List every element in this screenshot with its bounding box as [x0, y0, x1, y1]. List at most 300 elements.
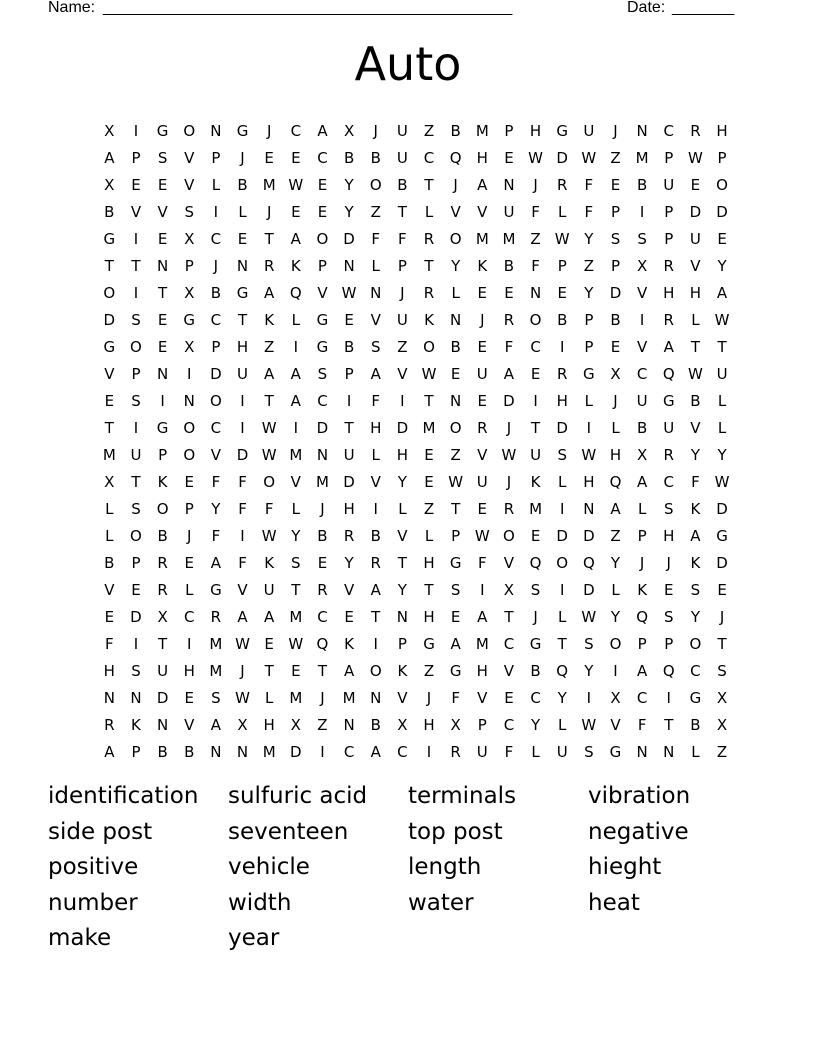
- grid-letter: J: [666, 554, 671, 572]
- grid-letter: D: [156, 689, 169, 707]
- grid-letter: E: [264, 149, 274, 167]
- grid-letter: P: [637, 527, 647, 545]
- grid-letter: X: [343, 122, 355, 140]
- grid-letter: B: [636, 419, 648, 437]
- grid-letter: C: [503, 716, 515, 734]
- grid-letter: K: [264, 311, 275, 329]
- grid-letter: E: [291, 149, 301, 167]
- grid-letter: O: [263, 473, 276, 491]
- grid-letter: L: [451, 284, 460, 302]
- grid-letter: B: [397, 176, 408, 194]
- grid-letter: L: [531, 743, 540, 761]
- grid-letter: P: [184, 257, 194, 275]
- grid-letter: I: [346, 392, 352, 410]
- grid-letter: B: [343, 149, 355, 167]
- grid-letter: W: [261, 527, 277, 545]
- letter-grid: [96, 124, 736, 772]
- grid-letter: U: [476, 365, 488, 383]
- word-bank-item: number: [48, 889, 138, 916]
- grid-letter: J: [613, 392, 618, 410]
- grid-letter: T: [104, 419, 114, 437]
- grid-letter: C: [290, 122, 302, 140]
- grid-letter: I: [559, 581, 565, 599]
- grid-letter: J: [240, 149, 245, 167]
- grid-letter: D: [556, 419, 568, 437]
- grid-letter: A: [290, 392, 301, 410]
- grid-letter: H: [583, 473, 595, 491]
- word-bank-item: hieght: [588, 854, 662, 881]
- grid-letter: Y: [690, 608, 700, 626]
- grid-letter: H: [556, 392, 568, 410]
- grid-letter: R: [343, 527, 355, 545]
- grid-letter: N: [156, 716, 169, 734]
- grid-letter: D: [716, 554, 728, 572]
- grid-letter: L: [717, 419, 727, 437]
- grid-letter: V: [184, 176, 195, 194]
- grid-letter: O: [369, 176, 382, 194]
- grid-letter: I: [133, 419, 139, 437]
- grid-letter: T: [317, 662, 328, 680]
- grid-letter: H: [343, 500, 355, 518]
- grid-letter: D: [396, 419, 409, 437]
- grid-letter: U: [663, 419, 675, 437]
- grid-letter: A: [104, 149, 115, 167]
- grid-letter: P: [717, 149, 727, 167]
- grid-letter: P: [211, 149, 221, 167]
- grid-letter: E: [530, 527, 541, 545]
- grid-letter: L: [105, 527, 114, 545]
- grid-letter: T: [690, 338, 700, 356]
- grid-letter: I: [559, 500, 565, 518]
- grid-letter: T: [451, 500, 461, 518]
- grid-letter: W: [687, 149, 703, 167]
- word-bank-item: side post: [48, 818, 153, 845]
- grid-letter: X: [636, 446, 648, 464]
- grid-letter: E: [264, 635, 274, 653]
- grid-letter: E: [184, 554, 194, 572]
- grid-letter: E: [530, 365, 541, 383]
- grid-letter: P: [477, 716, 487, 734]
- grid-letter: N: [210, 743, 222, 761]
- grid-letter: A: [503, 365, 515, 383]
- grid-letter: T: [237, 311, 248, 329]
- grid-letter: G: [156, 419, 169, 437]
- grid-letter: N: [316, 446, 329, 464]
- grid-letter: N: [236, 257, 249, 275]
- grid-letter: D: [210, 365, 222, 383]
- grid-letter: A: [317, 122, 328, 140]
- grid-letter: U: [157, 662, 169, 680]
- grid-letter: L: [558, 608, 567, 626]
- grid-letter: E: [664, 581, 674, 599]
- word-bank-item: vibration: [588, 783, 691, 809]
- grid-letter: E: [104, 608, 115, 626]
- grid-letter: D: [343, 230, 355, 248]
- grid-letter: D: [103, 311, 116, 329]
- grid-letter: R: [663, 257, 674, 275]
- grid-letter: B: [157, 743, 168, 761]
- grid-letter: Z: [370, 203, 381, 221]
- grid-letter: M: [209, 635, 223, 653]
- grid-letter: N: [156, 365, 169, 383]
- word-bank-item: vehicle: [228, 854, 310, 881]
- word-bank: [48, 780, 768, 958]
- grid-letter: A: [290, 365, 301, 383]
- grid-letter: V: [397, 365, 408, 383]
- grid-letter: E: [237, 230, 248, 248]
- grid-letter: F: [584, 203, 594, 221]
- grid-letter: Z: [716, 743, 728, 761]
- grid-letter: U: [689, 230, 701, 248]
- grid-letter: A: [210, 716, 222, 734]
- grid-letter: N: [583, 500, 595, 518]
- grid-letter: Q: [529, 554, 542, 572]
- grid-letter: V: [130, 203, 142, 221]
- grid-row: [96, 340, 736, 367]
- grid-letter: P: [158, 446, 168, 464]
- grid-letter: L: [105, 500, 114, 518]
- grid-letter: N: [529, 284, 542, 302]
- grid-letter: X: [104, 176, 115, 194]
- grid-letter: P: [397, 257, 407, 275]
- grid-letter: T: [158, 284, 168, 302]
- grid-letter: G: [236, 122, 249, 140]
- grid-letter: M: [475, 122, 489, 140]
- grid-letter: H: [476, 662, 488, 680]
- grid-letter: J: [213, 257, 219, 275]
- grid-letter: T: [424, 176, 434, 194]
- grid-letter: B: [317, 527, 328, 545]
- grid-letter: T: [557, 635, 567, 653]
- grid-letter: I: [160, 392, 165, 410]
- grid-letter: E: [610, 338, 621, 356]
- grid-letter: Z: [610, 149, 621, 167]
- grid-letter: U: [636, 392, 648, 410]
- grid-letter: F: [211, 473, 221, 491]
- grid-letter: B: [237, 176, 248, 194]
- grid-row: [96, 259, 736, 286]
- grid-letter: G: [529, 635, 542, 653]
- grid-letter: R: [157, 581, 168, 599]
- grid-letter: I: [400, 392, 405, 410]
- grid-letter: B: [370, 716, 381, 734]
- grid-letter: I: [426, 743, 432, 761]
- grid-letter: S: [317, 365, 328, 383]
- grid-letter: V: [317, 284, 328, 302]
- grid-letter: C: [530, 689, 541, 707]
- grid-letter: R: [423, 284, 435, 302]
- grid-letter: K: [637, 581, 648, 599]
- grid-row: [96, 367, 736, 394]
- grid-letter: F: [691, 473, 700, 491]
- grid-letter: Y: [397, 581, 407, 599]
- grid-letter: V: [290, 473, 301, 491]
- grid-letter: V: [104, 365, 115, 383]
- grid-letter: Y: [717, 446, 727, 464]
- grid-letter: W: [714, 311, 730, 329]
- grid-row: [96, 394, 736, 421]
- grid-letter: L: [691, 311, 700, 329]
- grid-letter: G: [103, 338, 116, 356]
- grid-letter: P: [610, 257, 621, 275]
- grid-letter: J: [506, 473, 512, 491]
- grid-letter: O: [130, 527, 142, 545]
- grid-letter: M: [209, 662, 223, 680]
- grid-letter: Y: [344, 203, 354, 221]
- grid-letter: F: [531, 203, 540, 221]
- grid-letter: T: [291, 581, 301, 599]
- grid-letter: R: [503, 311, 515, 329]
- grid-letter: X: [184, 230, 195, 248]
- grid-letter: O: [183, 419, 196, 437]
- grid-letter: E: [157, 311, 168, 329]
- grid-letter: D: [716, 500, 728, 518]
- grid-letter: E: [131, 581, 141, 599]
- grid-letter: Z: [530, 230, 541, 248]
- grid-letter: T: [264, 392, 274, 410]
- grid-letter: S: [690, 581, 701, 599]
- grid-letter: B: [690, 392, 701, 410]
- grid-letter: E: [157, 338, 168, 356]
- grid-letter: V: [157, 203, 168, 221]
- grid-letter: L: [558, 716, 567, 734]
- grid-letter: E: [610, 176, 621, 194]
- grid-letter: E: [717, 230, 727, 248]
- grid-letter: V: [477, 689, 488, 707]
- grid-letter: W: [687, 365, 703, 383]
- grid-row: [96, 691, 736, 718]
- grid-letter: Q: [449, 149, 462, 167]
- grid-letter: T: [424, 257, 434, 275]
- grid-letter: H: [716, 122, 728, 140]
- grid-letter: L: [185, 581, 194, 599]
- grid-letter: U: [476, 473, 488, 491]
- word-bank-item: seventeen: [228, 818, 349, 845]
- grid-letter: E: [557, 284, 567, 302]
- grid-letter: L: [717, 392, 727, 410]
- grid-letter: E: [504, 284, 514, 302]
- grid-letter: V: [343, 581, 355, 599]
- grid-letter: L: [371, 446, 380, 464]
- grid-letter: E: [317, 176, 328, 194]
- grid-letter: P: [131, 554, 141, 572]
- grid-letter: B: [104, 554, 115, 572]
- grid-letter: G: [103, 230, 116, 248]
- grid-letter: N: [396, 608, 408, 626]
- grid-letter: E: [157, 176, 168, 194]
- grid-letter: N: [156, 257, 169, 275]
- word-bank-item: top post: [408, 818, 503, 845]
- grid-letter: K: [690, 554, 701, 572]
- grid-letter: B: [610, 311, 621, 329]
- grid-letter: P: [184, 500, 194, 518]
- grid-letter: E: [291, 203, 301, 221]
- grid-letter: W: [581, 716, 597, 734]
- word-bank-item: terminals: [408, 783, 517, 809]
- grid-letter: F: [105, 635, 114, 653]
- grid-letter: Y: [344, 176, 354, 194]
- grid-letter: K: [397, 662, 408, 680]
- grid-letter: H: [529, 122, 542, 140]
- grid-letter: I: [240, 419, 245, 437]
- grid-letter: B: [343, 338, 355, 356]
- grid-letter: Q: [556, 662, 569, 680]
- word-bank-row: [48, 780, 768, 816]
- grid-letter: G: [689, 689, 702, 707]
- grid-letter: E: [424, 446, 434, 464]
- grid-letter: F: [371, 392, 381, 410]
- grid-letter: P: [664, 230, 674, 248]
- grid-letter: H: [236, 338, 249, 356]
- grid-row: [96, 583, 736, 610]
- name-blank-line: ______________________________________________: [103, 0, 513, 16]
- grid-letter: V: [397, 689, 408, 707]
- grid-letter: X: [636, 257, 648, 275]
- grid-letter: P: [344, 365, 354, 383]
- grid-letter: F: [238, 473, 247, 491]
- name-label: Name:: [48, 0, 96, 16]
- grid-letter: A: [477, 608, 488, 626]
- grid-letter: T: [504, 608, 514, 626]
- grid-letter: F: [531, 257, 540, 275]
- grid-letter: I: [320, 743, 325, 761]
- grid-letter: A: [343, 662, 355, 680]
- grid-letter: O: [130, 338, 142, 356]
- grid-letter: I: [480, 581, 485, 599]
- grid-letter: R: [317, 581, 328, 599]
- grid-letter: U: [716, 365, 728, 383]
- grid-letter: V: [690, 257, 701, 275]
- grid-letter: J: [480, 311, 485, 329]
- grid-letter: S: [610, 230, 621, 248]
- grid-letter: H: [689, 284, 702, 302]
- grid-letter: F: [584, 176, 594, 194]
- grid-letter: H: [263, 716, 275, 734]
- grid-letter: H: [183, 662, 195, 680]
- grid-letter: Q: [316, 635, 329, 653]
- grid-letter: K: [131, 716, 141, 734]
- grid-letter: R: [423, 230, 435, 248]
- grid-letter: B: [690, 716, 701, 734]
- grid-letter: D: [556, 149, 568, 167]
- grid-letter: I: [533, 392, 538, 410]
- grid-letter: F: [211, 527, 221, 545]
- grid-letter: S: [131, 392, 141, 410]
- grid-letter: Y: [291, 527, 301, 545]
- grid-letter: O: [449, 230, 462, 248]
- grid-letter: I: [666, 689, 671, 707]
- grid-letter: V: [104, 581, 115, 599]
- grid-letter: W: [554, 230, 570, 248]
- grid-letter: A: [264, 365, 275, 383]
- grid-letter: Y: [557, 689, 567, 707]
- grid-letter: S: [131, 500, 141, 518]
- grid-letter: V: [477, 446, 488, 464]
- grid-letter: H: [609, 446, 622, 464]
- grid-letter: K: [477, 257, 488, 275]
- grid-letter: Y: [584, 284, 594, 302]
- grid-letter: A: [290, 230, 301, 248]
- grid-letter: H: [663, 527, 675, 545]
- grid-letter: T: [424, 581, 434, 599]
- grid-letter: T: [104, 257, 114, 275]
- grid-letter: B: [370, 527, 381, 545]
- grid-letter: G: [156, 122, 169, 140]
- grid-letter: P: [584, 338, 594, 356]
- grid-letter: X: [157, 608, 168, 626]
- grid-letter: S: [530, 581, 541, 599]
- grid-letter: I: [639, 311, 645, 329]
- grid-letter: Y: [451, 257, 461, 275]
- grid-letter: T: [424, 392, 434, 410]
- grid-letter: V: [184, 149, 195, 167]
- grid-letter: N: [450, 311, 462, 329]
- grid-letter: S: [157, 149, 168, 167]
- grid-letter: N: [343, 716, 355, 734]
- grid-letter: S: [370, 338, 381, 356]
- grid-letter: C: [210, 311, 222, 329]
- grid-letter: Y: [610, 554, 621, 572]
- grid-letter: C: [503, 635, 515, 653]
- grid-letter: X: [184, 284, 195, 302]
- grid-letter: I: [586, 419, 592, 437]
- grid-letter: W: [581, 608, 597, 626]
- grid-letter: K: [424, 311, 434, 329]
- grid-letter: C: [530, 338, 541, 356]
- grid-letter: Y: [717, 257, 727, 275]
- grid-letter: W: [474, 527, 490, 545]
- grid-letter: L: [584, 392, 594, 410]
- grid-letter: M: [262, 176, 276, 194]
- grid-letter: S: [131, 662, 141, 680]
- grid-letter: Z: [423, 122, 435, 140]
- grid-letter: U: [237, 365, 249, 383]
- grid-letter: V: [397, 527, 408, 545]
- grid-letter: M: [475, 635, 489, 653]
- grid-letter: A: [477, 176, 488, 194]
- grid-letter: L: [558, 203, 567, 221]
- grid-letter: J: [719, 608, 725, 626]
- grid-letter: C: [636, 365, 648, 383]
- word-bank-item: width: [228, 889, 292, 916]
- grid-letter: R: [690, 122, 701, 140]
- grid-letter: U: [396, 122, 408, 140]
- grid-letter: E: [477, 392, 488, 410]
- grid-letter: U: [663, 176, 675, 194]
- grid-letter: W: [501, 446, 517, 464]
- grid-letter: I: [133, 230, 139, 248]
- grid-letter: L: [238, 203, 247, 221]
- grid-letter: M: [289, 608, 303, 626]
- grid-letter: A: [716, 284, 728, 302]
- grid-letter: O: [689, 635, 702, 653]
- grid-row: [96, 205, 736, 232]
- grid-letter: T: [717, 338, 727, 356]
- grid-letter: P: [664, 635, 674, 653]
- grid-letter: N: [343, 257, 355, 275]
- grid-letter: P: [131, 365, 141, 383]
- grid-letter: B: [530, 662, 541, 680]
- grid-letter: T: [664, 716, 674, 734]
- grid-letter: S: [291, 554, 301, 572]
- grid-letter: Y: [690, 446, 700, 464]
- grid-letter: B: [157, 527, 168, 545]
- grid-letter: V: [610, 716, 621, 734]
- grid-letter: I: [240, 527, 245, 545]
- grid-letter: L: [558, 473, 567, 491]
- grid-letter: W: [235, 689, 250, 707]
- grid-letter: L: [291, 311, 300, 329]
